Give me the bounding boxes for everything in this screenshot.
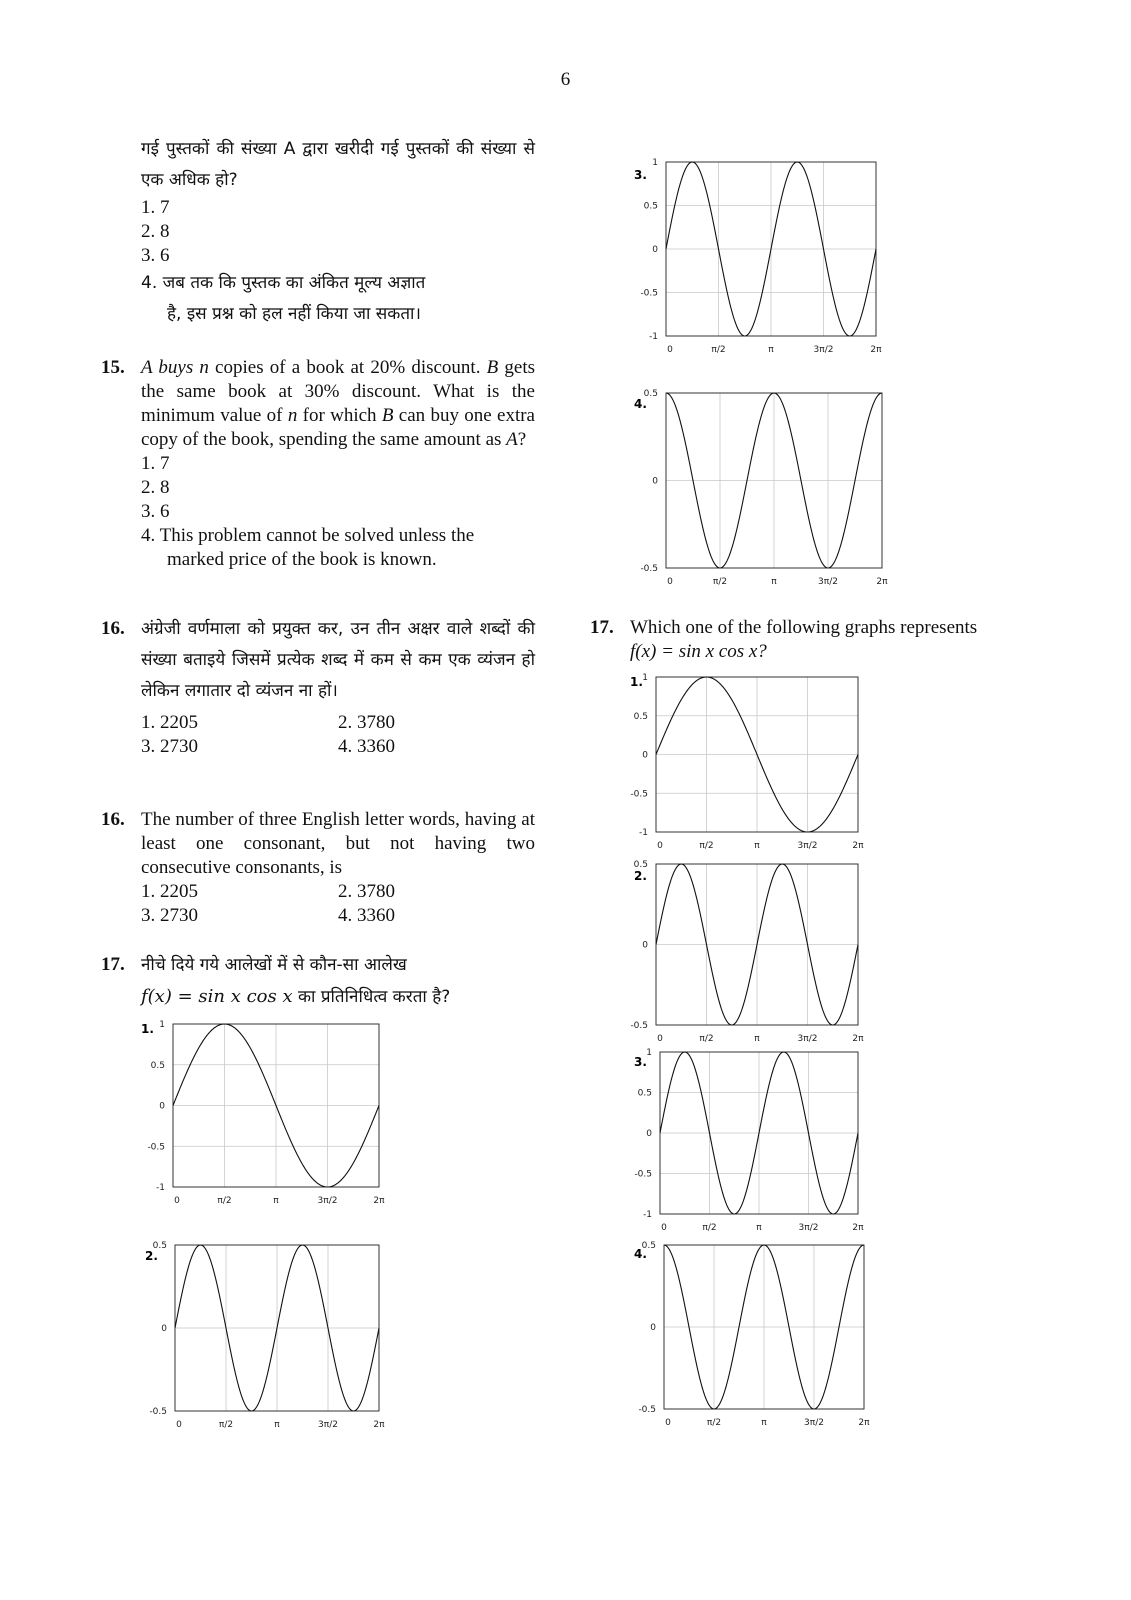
y-tick-label: 1 bbox=[652, 158, 658, 168]
y-tick-label: 0.5 bbox=[633, 711, 648, 722]
var-b: B bbox=[486, 357, 499, 378]
y-tick-label: 0.5 bbox=[633, 860, 648, 870]
q14-option-4-line-2: है, इस प्रश्न को हल नहीं किया जा सकता। bbox=[167, 304, 421, 324]
text-run: gets the same book at 30% discount. What is the minimum value of bbox=[141, 357, 535, 426]
x-tick-label: π/2 bbox=[706, 1418, 722, 1428]
x-tick-label: π bbox=[771, 577, 777, 587]
x-tick-label: 0 bbox=[665, 1418, 671, 1428]
x-tick-label: 3π/2 bbox=[813, 345, 834, 355]
y-tick-label: 1 bbox=[642, 673, 648, 683]
y-tick-label: 0 bbox=[159, 1101, 165, 1112]
x-tick-label: π bbox=[768, 345, 774, 355]
x-tick-label: 2π bbox=[852, 841, 864, 851]
question-16-hindi bbox=[101, 614, 535, 759]
y-tick-label: 0 bbox=[642, 750, 648, 761]
text-run: for which bbox=[297, 405, 382, 426]
text-run: Which one of the following graphs represents bbox=[630, 617, 978, 638]
q16hi-option-3: 3. 2730 bbox=[141, 736, 198, 757]
x-tick-label: 0 bbox=[176, 1420, 182, 1430]
graph-option-1-right bbox=[626, 671, 872, 856]
text-run: copies of a book at 20% discount. bbox=[208, 357, 487, 378]
question-17-hindi-text bbox=[141, 950, 535, 1013]
text-run: का प्रतिनिधित्व करता है? bbox=[292, 987, 451, 1007]
question-15-options bbox=[141, 452, 535, 572]
x-tick-label: 3π/2 bbox=[818, 577, 838, 587]
q15-option-4-cont: marked price of the book is known. bbox=[167, 549, 437, 570]
graph-option-2-right bbox=[626, 858, 872, 1049]
q14-option-4-line-1: 4. जब तक कि पुस्तक का अंकित मूल्य अज्ञात bbox=[141, 273, 426, 293]
x-tick-label: π bbox=[754, 841, 760, 851]
graph-svg bbox=[145, 1239, 393, 1435]
q14-hindi-text: गई पुस्तकों की संख्या A द्वारा खरीदी गई पुस्तकों की संख्या से एक अधिक हो? bbox=[141, 139, 535, 190]
x-tick-label: 0 bbox=[667, 345, 673, 355]
q14-options bbox=[141, 196, 535, 268]
y-tick-label: 0 bbox=[652, 476, 658, 487]
q15-option-1: 1. 7 bbox=[141, 453, 170, 474]
q16en-option-2: 2. 3780 bbox=[338, 881, 395, 902]
question-number: 15. bbox=[101, 357, 125, 378]
question-16-english-text: The number of three English letter words, having at least one consonant, but not having two consecutive consonants, is bbox=[141, 809, 535, 878]
x-tick-label: π/2 bbox=[218, 1420, 234, 1430]
graph-option-label: 1. bbox=[630, 675, 643, 689]
y-tick-label: 0 bbox=[652, 245, 658, 255]
q14-option-1: 1. 7 bbox=[141, 197, 170, 218]
graph-svg bbox=[630, 1046, 872, 1238]
graph-svg bbox=[626, 671, 872, 856]
question-17-hindi bbox=[101, 950, 535, 1013]
var-b: B bbox=[381, 405, 394, 426]
y-tick-label: -0.5 bbox=[634, 1169, 652, 1180]
graph-svg bbox=[634, 1239, 878, 1433]
var-n: n bbox=[199, 357, 209, 378]
page-number: 6 bbox=[560, 69, 571, 90]
x-tick-label: 2π bbox=[852, 1034, 864, 1044]
y-tick-label: 0.5 bbox=[152, 1241, 167, 1251]
x-tick-label: 2π bbox=[852, 1223, 864, 1233]
graph-option-3-top-right bbox=[634, 156, 890, 360]
y-tick-label: 1 bbox=[159, 1020, 165, 1030]
q15-option-3: 3. 6 bbox=[141, 501, 170, 522]
x-tick-label: 2π bbox=[870, 345, 882, 355]
y-tick-label: -0.5 bbox=[147, 1142, 165, 1153]
text-run: ? bbox=[517, 429, 527, 450]
graph-option-label: 4. bbox=[634, 1247, 647, 1261]
q16hi-option-4: 4. 3360 bbox=[338, 736, 395, 757]
y-tick-label: 0 bbox=[646, 1129, 652, 1139]
y-tick-label: -0.5 bbox=[640, 288, 658, 299]
y-tick-label: 0.5 bbox=[641, 1241, 656, 1251]
graph-option-label: 3. bbox=[634, 1055, 647, 1069]
question-number: 17. bbox=[590, 617, 614, 638]
x-tick-label: 3π/2 bbox=[797, 1034, 818, 1044]
question-number: 16. bbox=[101, 618, 125, 639]
x-tick-label: π/2 bbox=[217, 1196, 232, 1206]
graph-option-label: 2. bbox=[634, 869, 647, 883]
graph-option-label: 3. bbox=[634, 168, 647, 182]
y-tick-label: -0.5 bbox=[640, 564, 658, 574]
y-tick-label: 1 bbox=[646, 1048, 652, 1058]
q16hi-option-1: 1. 2205 bbox=[141, 712, 198, 733]
q14-option-4 bbox=[141, 268, 535, 330]
x-tick-label: π bbox=[273, 1196, 279, 1206]
y-tick-label: -0.5 bbox=[638, 1405, 656, 1415]
q16en-option-4: 4. 3360 bbox=[338, 905, 395, 926]
graph-option-1-left bbox=[141, 1018, 393, 1211]
y-tick-label: -1 bbox=[649, 332, 658, 342]
x-tick-label: π bbox=[761, 1418, 767, 1428]
x-tick-label: 2π bbox=[373, 1420, 385, 1430]
x-tick-label: 3π/2 bbox=[798, 1223, 819, 1233]
y-tick-label: 0 bbox=[161, 1324, 167, 1334]
x-tick-label: π bbox=[754, 1034, 760, 1044]
graph-svg bbox=[141, 1018, 393, 1211]
x-tick-label: π/2 bbox=[711, 345, 726, 355]
x-tick-label: 0 bbox=[174, 1196, 180, 1206]
x-tick-label: 0 bbox=[657, 841, 663, 851]
graph-option-4-right bbox=[634, 1239, 878, 1433]
question-16-hindi-options bbox=[141, 711, 535, 759]
graph-svg bbox=[634, 156, 890, 360]
x-tick-label: 3π/2 bbox=[318, 1420, 338, 1430]
q16en-option-3: 3. 2730 bbox=[141, 905, 198, 926]
question-number: 16. bbox=[101, 809, 125, 830]
x-tick-label: 2π bbox=[373, 1196, 385, 1206]
graph-option-label: 2. bbox=[145, 1249, 158, 1263]
text-run: can buy one extra copy of the book, spending the same amount as bbox=[141, 405, 535, 450]
y-tick-label: -1 bbox=[639, 828, 648, 838]
y-tick-label: 0.5 bbox=[643, 201, 658, 212]
q14-option-3: 3. 6 bbox=[141, 245, 170, 266]
question-15 bbox=[101, 356, 535, 572]
x-tick-label: 0 bbox=[667, 577, 673, 587]
x-tick-label: 2π bbox=[876, 577, 888, 587]
y-tick-label: -1 bbox=[156, 1183, 165, 1193]
question-16-english-options bbox=[141, 880, 535, 928]
graph-option-label: 1. bbox=[141, 1022, 154, 1036]
text-run: A buys bbox=[141, 357, 200, 378]
q15-option-2: 2. 8 bbox=[141, 477, 170, 498]
y-tick-label: -1 bbox=[643, 1210, 652, 1220]
y-tick-label: 0 bbox=[642, 940, 648, 951]
graph-svg bbox=[626, 858, 872, 1049]
x-tick-label: π/2 bbox=[699, 841, 714, 851]
q16hi-option-2: 2. 3780 bbox=[338, 712, 395, 733]
q15-option-4: 4. This problem cannot be solved unless the bbox=[141, 525, 475, 546]
y-tick-label: 0.5 bbox=[637, 1088, 652, 1099]
graph-option-3-right bbox=[630, 1046, 872, 1238]
formula: f(x) = sin x cos x bbox=[141, 986, 293, 1007]
question-17-english bbox=[590, 616, 1030, 664]
q14-hindi-continuation bbox=[141, 134, 535, 330]
y-tick-label: 0 bbox=[650, 1323, 656, 1333]
question-17-english-text bbox=[630, 616, 1030, 664]
graph-option-2-left bbox=[145, 1239, 393, 1435]
x-tick-label: π/2 bbox=[702, 1223, 717, 1233]
x-tick-label: 3π/2 bbox=[804, 1418, 824, 1428]
x-tick-label: 3π/2 bbox=[797, 841, 818, 851]
q16en-option-1: 1. 2205 bbox=[141, 881, 198, 902]
graph-svg bbox=[634, 387, 896, 592]
text-run: नीचे दिये गये आलेखों में से कौन-सा आलेख bbox=[141, 955, 407, 975]
formula: f(x) = sin x cos x? bbox=[630, 641, 767, 662]
var-n: n bbox=[287, 405, 298, 426]
y-tick-label: -0.5 bbox=[149, 1407, 167, 1417]
q14-option-2: 2. 8 bbox=[141, 221, 170, 242]
question-15-text bbox=[141, 356, 535, 452]
x-tick-label: π/2 bbox=[699, 1034, 714, 1044]
x-tick-label: 2π bbox=[858, 1418, 870, 1428]
y-tick-label: -0.5 bbox=[630, 789, 648, 800]
graph-option-4-top-right bbox=[634, 387, 896, 592]
question-16-english bbox=[101, 808, 535, 928]
x-tick-label: 0 bbox=[661, 1223, 667, 1233]
question-16-hindi-text: अंग्रेजी वर्णमाला को प्रयुक्त कर, उन तीन अक्षर वाले शब्दों की संख्या बताइये जिसमें प्रत्येक शब्द में कम से कम एक व्यंजन हो लेकिन लगातार दो व्यंजन ना हों। bbox=[141, 619, 535, 701]
y-tick-label: 0.5 bbox=[150, 1060, 165, 1071]
x-tick-label: π bbox=[274, 1420, 280, 1430]
var-a: A bbox=[506, 429, 518, 450]
x-tick-label: 0 bbox=[657, 1034, 663, 1044]
y-tick-label: -0.5 bbox=[630, 1021, 648, 1031]
y-tick-label: 0.5 bbox=[643, 389, 658, 399]
x-tick-label: π bbox=[756, 1223, 762, 1233]
x-tick-label: π/2 bbox=[712, 577, 728, 587]
graph-option-label: 4. bbox=[634, 397, 647, 411]
question-number: 17. bbox=[101, 954, 125, 975]
x-tick-label: 3π/2 bbox=[317, 1196, 338, 1206]
